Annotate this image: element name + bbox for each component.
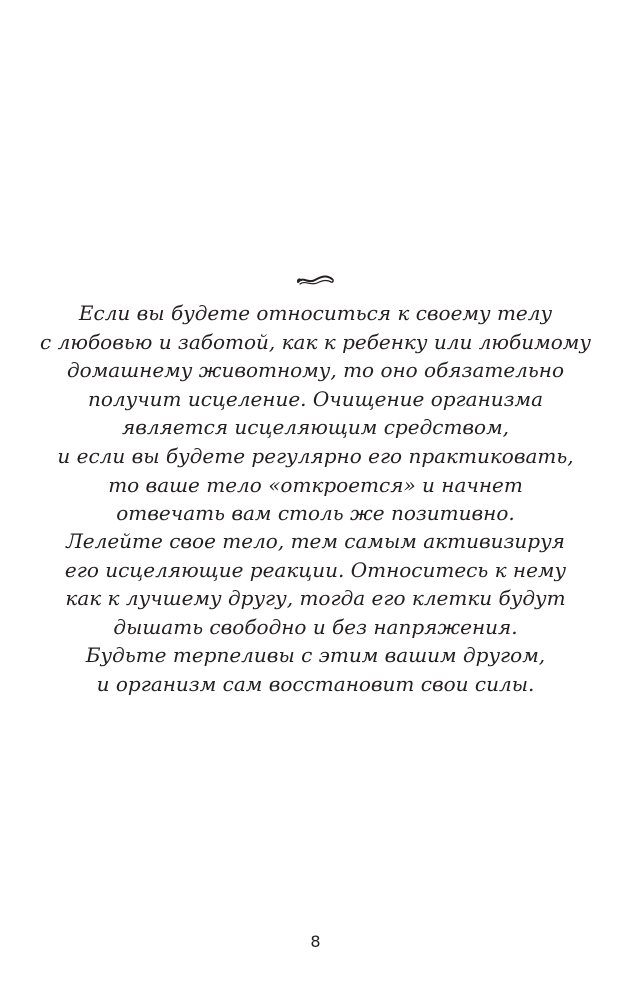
page-number: 8	[310, 932, 321, 951]
text-line: и если вы будете регулярно его практиковать,	[57, 443, 574, 468]
text-line: получит исцеление. Очищение организма	[87, 386, 544, 411]
text-line: Будьте терпеливы с этим вашим другом,	[85, 643, 546, 668]
text-line: отвечать вам столь же позитивно.	[116, 501, 515, 526]
paragraph-2	[40, 527, 591, 699]
text-line: Лелейте свое тело, тем самым активизируя	[66, 529, 565, 553]
text-line: как к лучшему другу, тогда его клетки будут	[65, 586, 566, 611]
text-line: домашнему животному, то оно обязательно	[66, 358, 565, 383]
text-line: и организм сам восстановит свои силы.	[96, 671, 535, 696]
text-line: дышать свободно и без напряжения.	[113, 614, 518, 639]
text-line: Если вы будете относиться к своему телу	[78, 301, 553, 325]
text-line: его исцеляющие реакции. Относитесь к нему	[64, 557, 567, 582]
flourish-icon	[295, 272, 335, 288]
paragraph-1	[40, 299, 591, 528]
text-line: с любовью и заботой, как к ребенку или любимому	[40, 329, 591, 354]
text-line: то ваше тело «откроется» и начнет	[108, 472, 523, 497]
text-line: является исцеляющим средством,	[121, 415, 510, 440]
